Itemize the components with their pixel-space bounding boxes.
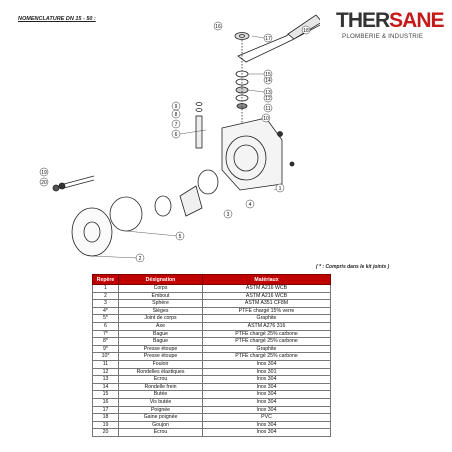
part-seat-right (198, 170, 218, 194)
cell-materiau: Inox 304 (203, 383, 331, 391)
cell-designation: Corps (119, 285, 203, 293)
cell-repere: 18 (93, 414, 119, 422)
svg-text:9: 9 (174, 104, 178, 110)
cell-repere: 16 (93, 398, 119, 406)
svg-text:6: 6 (174, 132, 178, 138)
cell-materiau: Graphite (203, 345, 331, 353)
cell-designation: Goujon (119, 421, 203, 429)
svg-text:7: 7 (174, 122, 178, 128)
cell-designation: Presse étoupe (119, 345, 203, 353)
part-ball (180, 186, 202, 216)
svg-text:16: 16 (215, 24, 221, 30)
end-piece (72, 208, 112, 256)
table-row (93, 376, 331, 384)
cell-repere: 3 (93, 300, 119, 308)
cell-materiau: Inox 304 (203, 376, 331, 384)
cell-repere: 12 (93, 368, 119, 376)
cell-repere: 6 (93, 322, 119, 330)
header-repere: Repère (93, 275, 119, 285)
table-row (93, 353, 331, 361)
part-gasket (110, 197, 142, 231)
callout-16 (214, 22, 222, 30)
table-header-row (93, 275, 331, 285)
table-row (93, 285, 331, 293)
exploded-valve-drawing (30, 0, 320, 262)
table-row (93, 322, 331, 330)
callout-20 (40, 178, 48, 186)
cell-materiau: PTFE chargé 25% carbone (203, 353, 331, 361)
table-row (93, 338, 331, 346)
cell-materiau: PTFE chargé 15% verre (203, 307, 331, 315)
cell-repere: 11 (93, 360, 119, 368)
svg-text:13: 13 (265, 90, 271, 96)
callout-4 (246, 200, 254, 208)
cell-repere: 10* (93, 353, 119, 361)
svg-text:8: 8 (174, 112, 178, 118)
cell-materiau: Inox 304 (203, 391, 331, 399)
callout-19 (40, 168, 48, 176)
cell-designation: Bague (119, 330, 203, 338)
cell-repere: 2 (93, 292, 119, 300)
svg-text:5: 5 (178, 234, 182, 240)
callout-13 (264, 88, 272, 96)
callout-7 (172, 120, 180, 128)
svg-text:4: 4 (248, 202, 252, 208)
cell-materiau: ASTM A216 WCB (203, 292, 331, 300)
cell-designation: Rondelle frein (119, 383, 203, 391)
cell-materiau: Inox 304 (203, 398, 331, 406)
svg-text:18: 18 (303, 28, 309, 34)
callout-5 (176, 232, 184, 240)
cell-designation: Sphère (119, 300, 203, 308)
cell-designation: Gaine poignée (119, 414, 203, 422)
cell-materiau: ASTM A276 316 (203, 322, 331, 330)
part-stud (64, 176, 94, 184)
svg-text:20: 20 (41, 180, 47, 186)
cell-materiau: Inox 301 (203, 368, 331, 376)
cell-materiau: Graphite (203, 315, 331, 323)
logo-word-a: THER (336, 9, 390, 32)
part-stem (196, 116, 202, 148)
callout-3 (224, 210, 232, 218)
cell-repere: 13 (93, 376, 119, 384)
table-row (93, 398, 331, 406)
logo-wordmark (336, 9, 444, 32)
svg-text:10: 10 (263, 116, 269, 122)
cell-materiau: Inox 304 (203, 360, 331, 368)
cell-designation: Embout (119, 292, 203, 300)
svg-text:15: 15 (265, 72, 271, 78)
cell-designation: Bague (119, 338, 203, 346)
cell-repere: 17 (93, 406, 119, 414)
cell-repere: 14 (93, 383, 119, 391)
cell-materiau: Inox 304 (203, 429, 331, 437)
cell-repere: 19 (93, 421, 119, 429)
cell-repere: 15 (93, 391, 119, 399)
table-row (93, 391, 331, 399)
table-row (93, 429, 331, 437)
callout-9 (172, 102, 180, 110)
cell-designation: Fouloir (119, 360, 203, 368)
table-row (93, 345, 331, 353)
logo-word-b: SANE (389, 9, 444, 32)
cell-materiau: PTFE chargé 25% carbone (203, 338, 331, 346)
callout-15 (264, 70, 272, 78)
table-row (93, 315, 331, 323)
cell-designation: Butée (119, 391, 203, 399)
parts-table-body (93, 285, 331, 437)
cell-materiau: ASTM A351 CF8M (203, 300, 331, 308)
cell-materiau: PVC (203, 414, 331, 422)
table-row (93, 300, 331, 308)
cell-designation: Ecrou (119, 376, 203, 384)
callout-11 (264, 104, 272, 112)
table-row (93, 406, 331, 414)
table-row (93, 360, 331, 368)
cell-repere: 9* (93, 345, 119, 353)
cell-designation: Sièges (119, 307, 203, 315)
callout-18 (302, 26, 310, 34)
callout-10 (262, 114, 270, 122)
callout-17 (264, 34, 272, 42)
cell-designation: Rondelles élastiques (119, 368, 203, 376)
table-row (93, 307, 331, 315)
svg-text:12: 12 (265, 96, 271, 102)
cell-designation: Vis butée (119, 398, 203, 406)
thersane-logo (336, 9, 444, 48)
callout-2 (136, 254, 144, 262)
nomenclature-heading: NOMENCLATURE DN 15 - 50 : (18, 16, 96, 22)
table-row (93, 330, 331, 338)
svg-text:14: 14 (265, 78, 271, 84)
table-row (93, 383, 331, 391)
cell-designation: Joint de corps (119, 315, 203, 323)
cell-repere: 20 (93, 429, 119, 437)
cell-designation: Axe (119, 322, 203, 330)
svg-text:3: 3 (226, 212, 230, 218)
header-designation: Désignation (119, 275, 203, 285)
cell-materiau: PTFE chargé 25% carbone (203, 330, 331, 338)
cell-repere: 1 (93, 285, 119, 293)
logo-tagline: PLOMBERIE & INDUSTRIE (342, 33, 424, 40)
cell-designation: Ecrou (119, 429, 203, 437)
svg-text:19: 19 (41, 170, 47, 176)
cell-materiau: Inox 304 (203, 421, 331, 429)
svg-text:2: 2 (138, 256, 142, 262)
cell-designation: Poignée (119, 406, 203, 414)
cell-repere: 5* (93, 315, 119, 323)
table-row (93, 292, 331, 300)
header-materiaux: Matériaux (203, 275, 331, 285)
cell-repere: 4* (93, 307, 119, 315)
svg-text:11: 11 (265, 106, 271, 112)
svg-text:17: 17 (265, 36, 271, 42)
callout-6 (172, 130, 180, 138)
table-row (93, 414, 331, 422)
kit-note: ( * : Compris dans le kit joints ) (316, 264, 390, 270)
callout-8 (172, 110, 180, 118)
callout-1 (276, 184, 284, 192)
cell-materiau: ASTM A216 WCB (203, 285, 331, 293)
cell-repere: 8* (93, 338, 119, 346)
cell-designation: Presse étoupe (119, 353, 203, 361)
table-row (93, 368, 331, 376)
cell-repere: 7* (93, 330, 119, 338)
table-row (93, 421, 331, 429)
svg-text:1: 1 (278, 186, 282, 192)
cell-materiau: Inox 304 (203, 406, 331, 414)
parts-table (92, 274, 331, 437)
